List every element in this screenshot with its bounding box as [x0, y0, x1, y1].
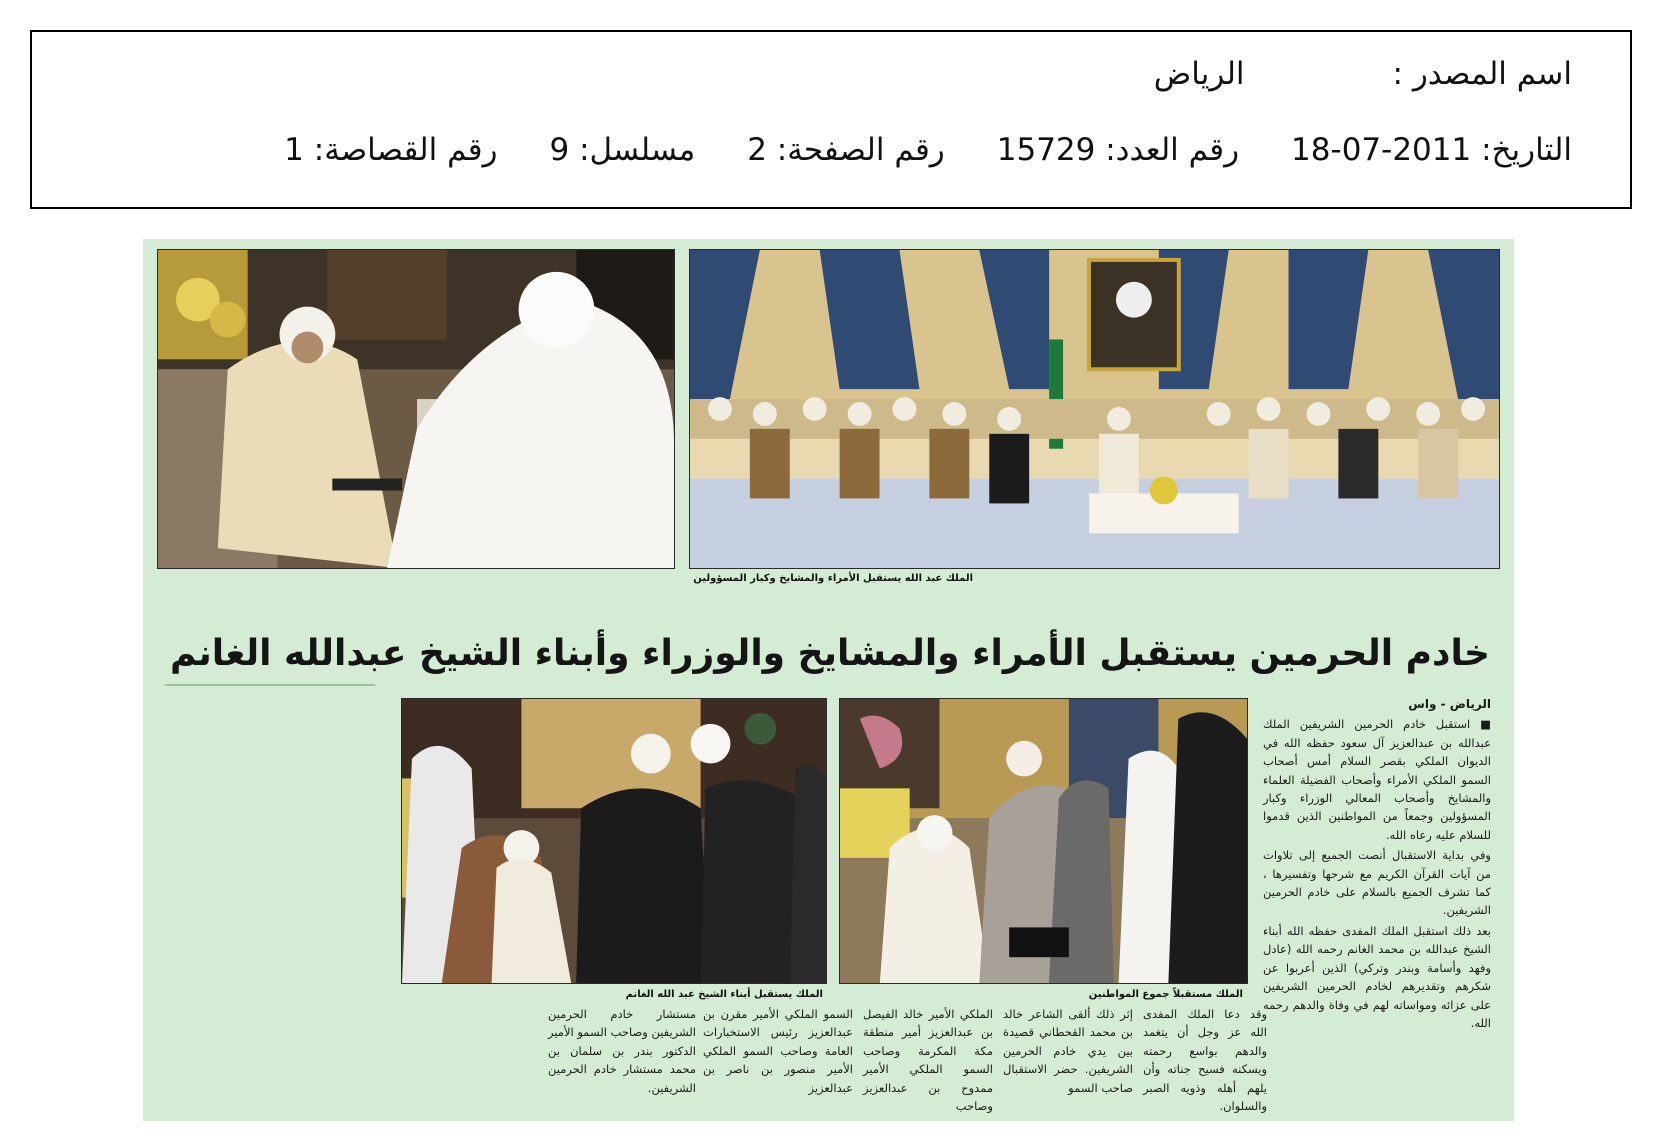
column-5-text: السمو الملكي الأمير مقرن بن عبدالعزيز رئيس الاستخبارات العامة وصاحب السمو الملكي الأمير منصور بن ناصر بن عبدالعزيز [703, 1007, 853, 1095]
date-field: التاريخ: 2011-07-18 [1291, 132, 1572, 168]
source-row [1154, 54, 1572, 94]
column-2-text: وقد دعا الملك المفدى الله عز وجل أن يتغمد والدهم بواسع رحمته ويسكنه فسيح جناته وأن يلهم أهله وذويه الصبر والسلوان. [1143, 1007, 1267, 1114]
paragraph-3: بعد ذلك استقبل الملك المفدى حفظه الله أبناء الشيخ عبدالله بن محمد الغانم رحمه الله (عادل وفهد وأسامة وبندر وتركي) الذين أعربوا عن شكرهم وتقديرهم لخادم الحرمين الشريفين على عزائه ومواساته لهم في وفاة والدهم رحمه الله. [1263, 923, 1491, 1030]
metadata-row [284, 130, 1572, 170]
clipping-info-box [30, 30, 1632, 209]
page-number-field: رقم الصفحة: 2 [747, 132, 945, 168]
issue-number-field: رقم العدد: 15729 [996, 132, 1240, 168]
caption-bottom-right: الملك مستقبلاً جموع المواطنين [1088, 989, 1243, 1000]
photo-king-receiving-visitor [157, 249, 675, 569]
newspaper-clipping [143, 239, 1514, 1121]
photo-sons-of-sheikh [401, 698, 827, 984]
caption-bottom-left: الملك يستقبل أبناء الشيخ عبد الله الغانم [625, 989, 823, 1000]
article-column-1 [1263, 695, 1491, 1125]
source-value: الرياض [1153, 56, 1245, 92]
column-6-text: مستشار خادم الحرمين الشريفين وصاحب السمو الأمير الدكتور بندر بن سلمان بن محمد مستشار خادم الحرمين الشريفين. [547, 1007, 696, 1095]
paragraph-1: ■ استقبل خادم الحرمين الشريفين الملك عبدالله بن عبدالعزيز آل سعود حفظه الله في الديوان الملكي بقصر السلام أمس أصحاب السمو الملكي الأمراء وأصحاب الفضيلة العلماء والمشايخ وأصحاب المعالي الوزراء وكبار المسؤولين وجمعاً من المواطنين الذين قدموا للسلام عليه رعاه الله. [1263, 717, 1491, 842]
paragraph-2: وفي بداية الاستقبال أنصت الجميع إلى تلاوات من آيات القرآن الكريم مع شرحها وتفسيرها ، كما تشرف الجميع بالسلام على خادم الحرمين الشريفين. [1263, 848, 1491, 918]
article-column-5 [703, 1005, 853, 1095]
article-column-3 [1003, 1005, 1133, 1095]
headline: خادم الحرمين يستقبل الأمراء والمشايخ والوزراء وأبناء الشيخ عبدالله الغانم [170, 633, 1490, 674]
serial-field: مسلسل: 9 [549, 132, 696, 168]
column-3-text: إثر ذلك ألقى الشاعر خالد بن محمد القحطاني قصيدة بين يدي خادم الحرمين الشريفين. حضر الاستقبال صاحب السمو [1003, 1007, 1133, 1095]
article-column-6 [548, 1005, 696, 1095]
headline-rule [165, 684, 375, 686]
article-column-2 [1143, 1005, 1267, 1114]
caption-top: الملك عبد الله يستقبل الأمراء والمشايخ وكبار المسؤولين [693, 573, 973, 584]
column-4-text: الملكي الأمير خالد الفيصل بن عبدالعزيز أمير منطقة مكة المكرمة وصاحب السمو الملكي الأمير ممدوح بن عبدالعزيز وصاحب [863, 1007, 993, 1114]
dateline: الرياض - واس [1408, 697, 1491, 711]
article-column-4 [863, 1005, 993, 1114]
source-label: اسم المصدر : [1392, 56, 1572, 92]
clipping-number-field: رقم القصاصة: 1 [284, 132, 498, 168]
photo-reception-hall [689, 249, 1500, 569]
photo-king-receiving-citizens [839, 698, 1248, 984]
